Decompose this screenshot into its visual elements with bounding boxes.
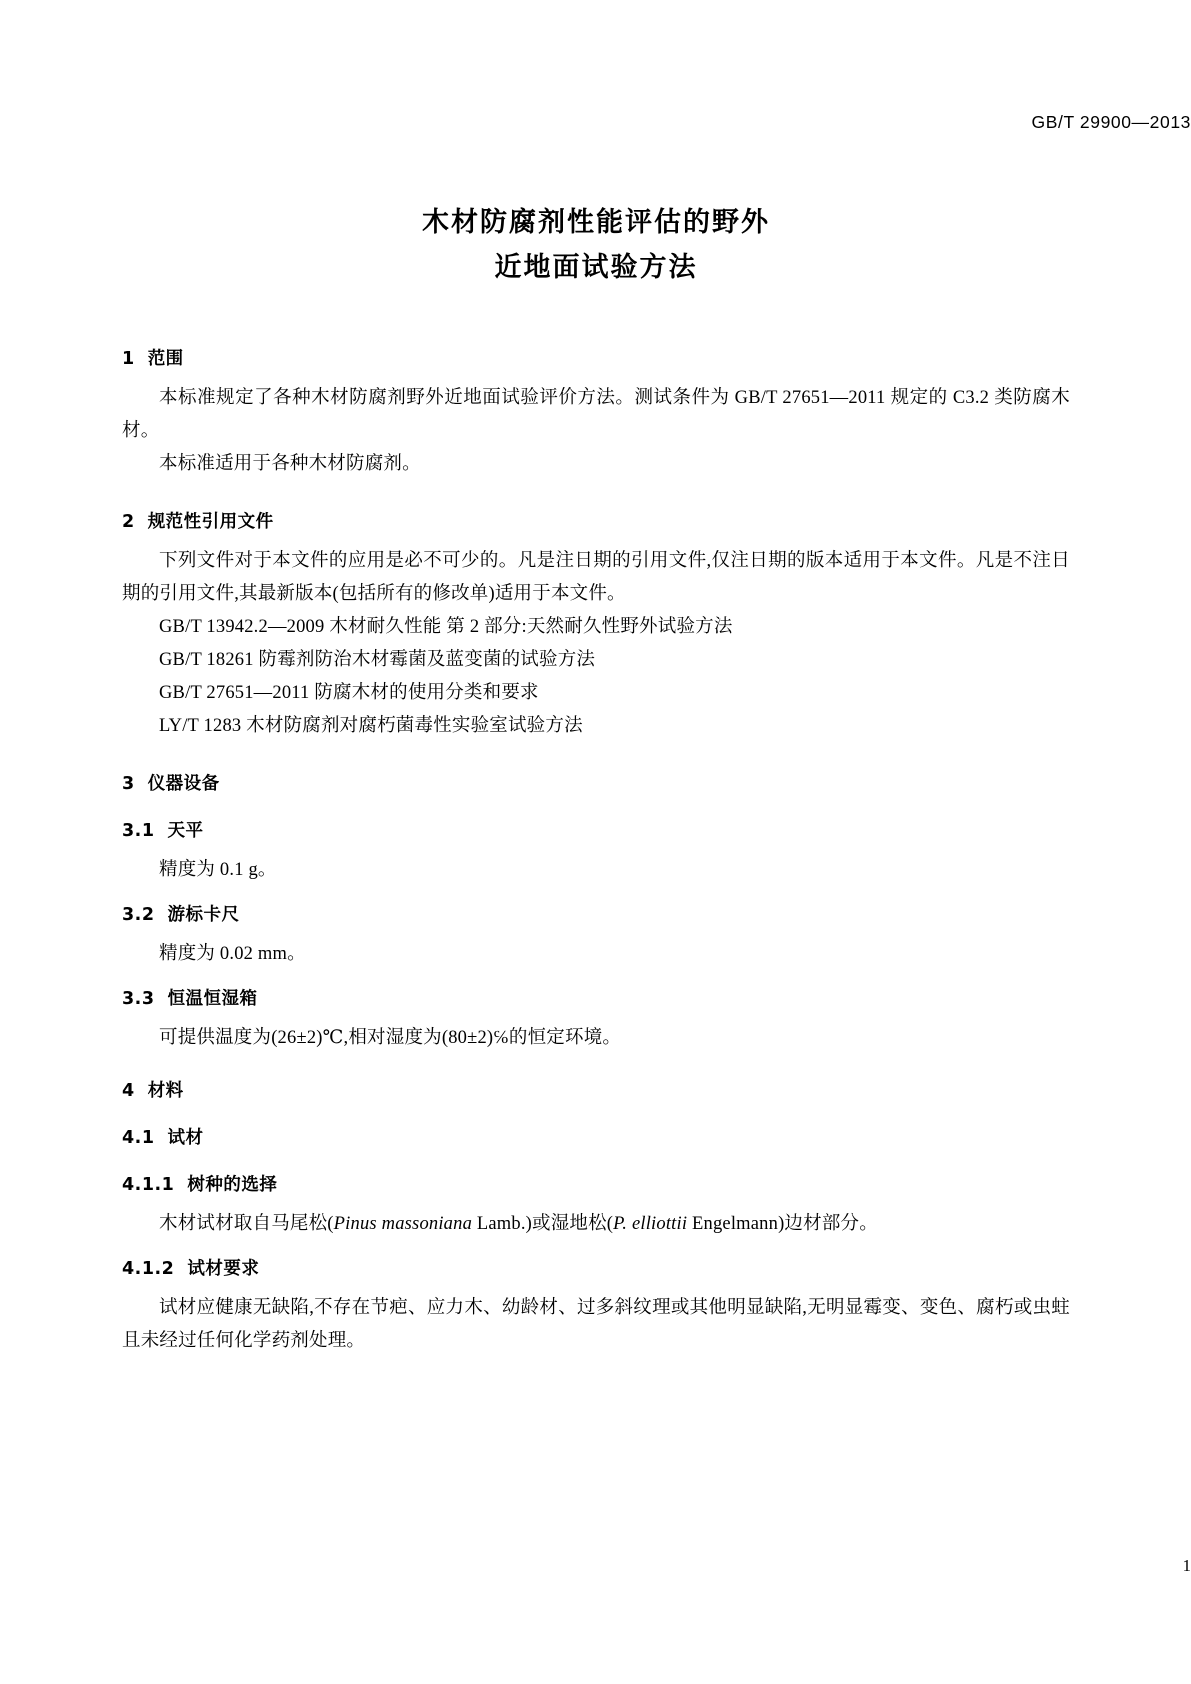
section-heading-4-1	[122, 1124, 1070, 1149]
section-title-1: 范围	[147, 349, 184, 369]
section-1-paragraph-1: 本标准规定了各种木材防腐剂野外近地面试验评价方法。测试条件为 GB/T 27651—2011 规定的 C3.2 类防腐木材。	[122, 388, 1070, 441]
section-title-2: 规范性引用文件	[147, 512, 274, 532]
text-fragment: Lamb.)或湿地松(	[472, 1214, 614, 1234]
section-title-4: 材料	[147, 1081, 184, 1101]
section-title-3-2: 游标卡尺	[167, 905, 240, 925]
section-heading-4-1-2	[122, 1255, 1070, 1280]
species-name-italic: Pinus massoniana	[333, 1214, 473, 1234]
section-number-4: 4	[122, 1081, 135, 1101]
document-title	[122, 200, 1070, 290]
normative-reference-item: GB/T 13942.2—2009 木材耐久性能 第 2 部分:天然耐久性野外试验方法	[159, 617, 733, 637]
normative-reference-item: GB/T 27651—2011 防腐木材的使用分类和要求	[159, 683, 539, 703]
section-number-1: 1	[122, 349, 135, 369]
document-title-line-1: 木材防腐剂性能评估的野外	[422, 207, 770, 238]
section-number-4-1-2: 4.1.2	[122, 1259, 175, 1279]
normative-reference-item: GB/T 18261 防霉剂防治木材霉菌及蓝变菌的试验方法	[159, 650, 596, 670]
section-number-3-3: 3.3	[122, 989, 155, 1009]
section-4-1-2-paragraph-1: 试材应健康无缺陷,不存在节疤、应力木、幼龄材、过多斜纹理或其他明显缺陷,无明显霉变、变色、腐朽或虫蛀且未经过任何化学药剂处理。	[122, 1298, 1070, 1351]
section-number-3-2: 3.2	[122, 905, 155, 925]
section-number-3: 3	[122, 774, 135, 794]
document-title-line-2: 近地面试验方法	[494, 252, 698, 283]
section-1-paragraph-2: 本标准适用于各种木材防腐剂。	[159, 454, 421, 474]
section-title-4-1-1: 树种的选择	[187, 1175, 278, 1195]
section-title-4-1-2: 试材要求	[187, 1259, 260, 1279]
section-heading-3-3	[122, 985, 1070, 1010]
section-number-3-1: 3.1	[122, 821, 155, 841]
section-title-4-1: 试材	[167, 1128, 204, 1148]
page-header-standard-code: GB/T 29900—2013	[1031, 112, 1191, 132]
normative-reference-item: LY/T 1283 木材防腐剂对腐朽菌毒性实验室试验方法	[159, 716, 583, 736]
section-number-4-1: 4.1	[122, 1128, 155, 1148]
section-heading-3	[122, 770, 1070, 795]
section-heading-4-1-1	[122, 1171, 1070, 1196]
text-fragment: 木材试材取自马尾松(	[159, 1214, 334, 1234]
section-3-1-paragraph-1: 精度为 0.1 g。	[159, 860, 277, 880]
section-heading-2	[122, 508, 1070, 533]
section-title-3-1: 天平	[167, 821, 204, 841]
page-number: 1	[1182, 1556, 1191, 1575]
section-number-4-1-1: 4.1.1	[122, 1175, 175, 1195]
section-number-2: 2	[122, 512, 135, 532]
section-3-3-paragraph-1: 可提供温度为(26±2)℃,相对湿度为(80±2)℅的恒定环境。	[159, 1028, 622, 1048]
text-fragment: Engelmann)边材部分。	[687, 1214, 878, 1234]
section-heading-3-1	[122, 817, 1070, 842]
section-heading-1	[122, 345, 1070, 370]
section-heading-4	[122, 1077, 1070, 1102]
section-title-3: 仪器设备	[147, 774, 220, 794]
section-2-paragraph-1: 下列文件对于本文件的应用是必不可少的。凡是注日期的引用文件,仅注日期的版本适用于本文件。凡是不注日期的引用文件,其最新版本(包括所有的修改单)适用于本文件。	[122, 551, 1070, 604]
section-4-1-1-paragraph-1	[122, 1208, 1070, 1241]
document-body	[122, 345, 1070, 1358]
section-heading-3-2	[122, 901, 1070, 926]
section-title-3-3: 恒温恒湿箱	[167, 989, 258, 1009]
section-3-2-paragraph-1: 精度为 0.02 mm。	[159, 944, 306, 964]
species-name-italic: P. elliottii	[613, 1214, 688, 1234]
